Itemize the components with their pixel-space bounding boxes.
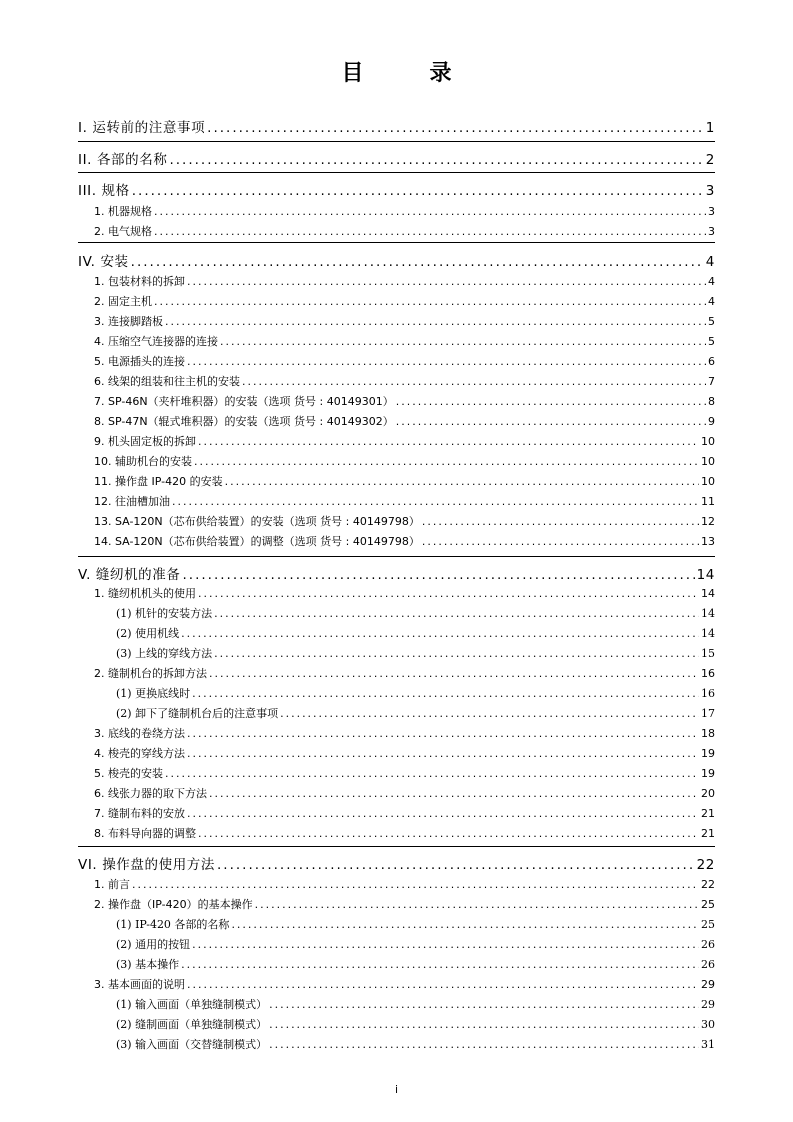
toc-dot-leader	[192, 938, 699, 951]
toc-entry-page: 25	[701, 918, 715, 931]
toc-entry-label: (3) 上线的穿线方法	[116, 647, 213, 660]
toc-dot-leader	[194, 455, 699, 468]
toc-entry-page: 6	[708, 355, 715, 368]
section-divider	[78, 141, 715, 142]
toc-item-entry[interactable]	[116, 1016, 715, 1032]
toc-dot-leader	[192, 687, 699, 700]
toc-item-entry[interactable]	[116, 625, 715, 641]
toc-subsection-entry[interactable]	[94, 825, 715, 841]
toc-entry-label: (2) 卸下了缝制机台后的注意事项	[116, 707, 279, 720]
toc-subsection-entry[interactable]	[94, 353, 715, 369]
toc-entry-label: (1) IP-420 各部的名称	[116, 918, 230, 931]
toc-entry-label: 14. SA-120N（芯布供给装置）的调整（选项 货号 : 40149798）	[94, 535, 420, 548]
section-divider	[78, 242, 715, 243]
toc-entry-page: 3	[708, 225, 715, 238]
toc-subsection-entry[interactable]	[94, 765, 715, 781]
toc-entry-label: IV. 安装	[78, 254, 129, 270]
toc-dot-leader	[198, 587, 699, 600]
toc-dot-leader	[165, 767, 699, 780]
toc-entry-label: 5. 梭壳的安装	[94, 767, 163, 780]
toc-entry-page: 3	[705, 183, 715, 199]
toc-dot-leader	[225, 475, 699, 488]
toc-dot-leader	[209, 667, 699, 680]
toc-entry-page: 16	[701, 667, 715, 680]
toc-entry-label: 6. 线架的组装和往主机的安装	[94, 375, 240, 388]
toc-dot-leader	[154, 295, 706, 308]
toc-dot-leader	[187, 978, 699, 991]
toc-entry-label: 4. 梭壳的穿线方法	[94, 747, 185, 760]
toc-subsection-entry[interactable]	[94, 373, 715, 389]
toc-entry-page: 14	[701, 607, 715, 620]
toc-subsection-entry[interactable]	[94, 896, 715, 912]
toc-dot-leader	[154, 225, 706, 238]
toc-entry-label: 7. SP-46N（夹杆堆积器）的安装（选项 货号 : 40149301）	[94, 395, 394, 408]
toc-subsection-entry[interactable]	[94, 413, 715, 429]
toc-entry-page: 14	[696, 567, 715, 583]
toc-dot-leader	[198, 435, 699, 448]
toc-subsection-entry[interactable]	[94, 203, 715, 219]
toc-entry-page: 18	[701, 727, 715, 740]
toc-dot-leader	[169, 152, 703, 168]
toc-item-entry[interactable]	[116, 936, 715, 952]
toc-dot-leader	[269, 1018, 699, 1031]
page-number: i	[394, 1083, 399, 1096]
toc-dot-leader	[198, 827, 699, 840]
toc-dot-leader	[217, 857, 695, 873]
toc-dot-leader	[187, 275, 706, 288]
toc-entry-page: 16	[701, 687, 715, 700]
toc-entry-label: (1) 输入画面（单独缝制模式）	[116, 998, 268, 1011]
toc-entry-page: 25	[701, 898, 715, 911]
toc-item-entry[interactable]	[116, 1036, 715, 1052]
toc-subsection-entry[interactable]	[94, 433, 715, 449]
toc-section-entry[interactable]	[78, 179, 715, 199]
section-divider	[78, 846, 715, 847]
toc-item-entry[interactable]	[116, 996, 715, 1012]
toc-subsection-entry[interactable]	[94, 805, 715, 821]
toc-entry-label: VI. 操作盘的使用方法	[78, 857, 215, 873]
toc-entry-page: 22	[696, 857, 715, 873]
toc-entry-page: 29	[701, 978, 715, 991]
toc-subsection-entry[interactable]	[94, 473, 715, 489]
toc-item-entry[interactable]	[116, 685, 715, 701]
toc-entry-label: 11. 操作盘 IP-420 的安装	[94, 475, 223, 488]
toc-item-entry[interactable]	[116, 916, 715, 932]
toc-entry-label: (3) 基本操作	[116, 958, 180, 971]
toc-dot-leader	[132, 878, 699, 891]
toc-entry-page: 17	[701, 707, 715, 720]
toc-entry-page: 5	[708, 335, 715, 348]
toc-entry-label: V. 缝纫机的准备	[78, 567, 181, 583]
toc-dot-leader	[187, 727, 699, 740]
toc-entry-label: II. 各部的名称	[78, 152, 168, 168]
toc-dot-leader	[396, 415, 706, 428]
toc-dot-leader	[396, 395, 706, 408]
toc-entry-label: 3. 底线的卷绕方法	[94, 727, 185, 740]
toc-entry-label: 1. 包装材料的拆卸	[94, 275, 185, 288]
toc-subsection-entry[interactable]	[94, 876, 715, 892]
toc-entry-label: 1. 缝纫机机头的使用	[94, 587, 196, 600]
toc-entry-page: 19	[701, 767, 715, 780]
toc-entry-label: I. 运转前的注意事项	[78, 120, 206, 136]
toc-entry-page: 7	[708, 375, 715, 388]
toc-entry-label: 1. 前言	[94, 878, 130, 891]
toc-dot-leader	[269, 1038, 699, 1051]
toc-entry-label: 8. 布料导向器的调整	[94, 827, 196, 840]
toc-entry-label: 4. 压缩空气连接器的连接	[94, 335, 218, 348]
toc-entry-page: 8	[708, 395, 715, 408]
toc-section-entry[interactable]	[78, 563, 715, 583]
toc-entry-page: 4	[708, 295, 715, 308]
toc-entry-label: (2) 缝制画面（单独缝制模式）	[116, 1018, 268, 1031]
toc-entry-page: 22	[701, 878, 715, 891]
toc-dot-leader	[172, 495, 699, 508]
toc-entry-page: 20	[701, 787, 715, 800]
section-divider	[78, 556, 715, 557]
toc-entry-label: (2) 使用机线	[116, 627, 180, 640]
toc-item-entry[interactable]	[116, 645, 715, 661]
toc-dot-leader	[207, 120, 704, 136]
toc-dot-leader	[187, 747, 699, 760]
toc-entry-page: 15	[701, 647, 715, 660]
toc-subsection-entry[interactable]	[94, 223, 715, 239]
toc-subsection-entry[interactable]	[94, 313, 715, 329]
toc-dot-leader	[231, 918, 699, 931]
toc-entry-page: 3	[708, 205, 715, 218]
toc-subsection-entry[interactable]	[94, 976, 715, 992]
toc-dot-leader	[214, 647, 699, 660]
toc-entry-page: 10	[701, 435, 715, 448]
toc-entry-page: 19	[701, 747, 715, 760]
toc-dot-leader	[154, 205, 706, 218]
toc-entry-label: (1) 更换底线时	[116, 687, 191, 700]
toc-entry-page: 11	[701, 495, 715, 508]
toc-section-entry[interactable]	[78, 250, 715, 270]
toc-item-entry[interactable]	[116, 705, 715, 721]
page-title: 目 录	[341, 61, 474, 86]
toc-entry-label: 5. 电源插头的连接	[94, 355, 185, 368]
toc-entry-label: 2. 固定主机	[94, 295, 152, 308]
toc-entry-page: 13	[701, 535, 715, 548]
toc-entry-label: 12. 往油槽加油	[94, 495, 170, 508]
toc-entry-label: 2. 操作盘（IP-420）的基本操作	[94, 898, 253, 911]
toc-dot-leader	[181, 627, 699, 640]
toc-dot-leader	[422, 535, 699, 548]
toc-entry-page: 5	[708, 315, 715, 328]
toc-entry-page: 14	[701, 587, 715, 600]
toc-subsection-entry[interactable]	[94, 493, 715, 509]
toc-subsection-entry[interactable]	[94, 513, 715, 529]
toc-entry-page: 10	[701, 475, 715, 488]
toc-entry-page: 21	[701, 827, 715, 840]
toc-entry-label: 6. 线张力器的取下方法	[94, 787, 207, 800]
toc-subsection-entry[interactable]	[94, 745, 715, 761]
toc-entry-label: (1) 机针的安装方法	[116, 607, 213, 620]
toc-dot-leader	[132, 183, 704, 199]
toc-subsection-entry[interactable]	[94, 293, 715, 309]
toc-entry-label: 7. 缝制布料的安放	[94, 807, 185, 820]
toc-dot-leader	[187, 355, 706, 368]
toc-entry-label: III. 规格	[78, 183, 130, 199]
toc-dot-leader	[209, 787, 699, 800]
toc-entry-label: 9. 机头固定板的拆卸	[94, 435, 196, 448]
toc-subsection-entry[interactable]	[94, 533, 715, 549]
toc-entry-label: 3. 连接脚踏板	[94, 315, 163, 328]
toc-dot-leader	[181, 958, 699, 971]
toc-item-entry[interactable]	[116, 605, 715, 621]
toc-entry-page: 4	[705, 254, 715, 270]
toc-entry-page: 26	[701, 958, 715, 971]
toc-section-entry[interactable]	[78, 148, 715, 168]
toc-entry-label: 2. 缝制机台的拆卸方法	[94, 667, 207, 680]
toc-subsection-entry[interactable]	[94, 665, 715, 681]
toc-subsection-entry[interactable]	[94, 453, 715, 469]
toc-subsection-entry[interactable]	[94, 393, 715, 409]
toc-entry-page: 29	[701, 998, 715, 1011]
toc-entry-page: 1	[705, 120, 715, 136]
toc-dot-leader	[131, 254, 704, 270]
toc-dot-leader	[255, 898, 699, 911]
toc-dot-leader	[165, 315, 706, 328]
toc-dot-leader	[242, 375, 706, 388]
toc-entry-page: 30	[701, 1018, 715, 1031]
toc-dot-leader	[182, 567, 694, 583]
toc-dot-leader	[220, 335, 706, 348]
toc-entry-page: 12	[701, 515, 715, 528]
toc-entry-page: 10	[701, 455, 715, 468]
toc-subsection-entry[interactable]	[94, 585, 715, 601]
toc-entry-label: 8. SP-47N（辊式堆积器）的安装（选项 货号 : 40149302）	[94, 415, 394, 428]
toc-dot-leader	[269, 998, 699, 1011]
toc-entry-label: (3) 输入画面（交替缝制模式）	[116, 1038, 268, 1051]
toc-entry-label: 1. 机器规格	[94, 205, 152, 218]
toc-entry-page: 14	[701, 627, 715, 640]
toc-entry-label: 2. 电气规格	[94, 225, 152, 238]
toc-entry-label: 3. 基本画面的说明	[94, 978, 185, 991]
toc-dot-leader	[187, 807, 699, 820]
toc-section-entry[interactable]	[78, 853, 715, 873]
toc-subsection-entry[interactable]	[94, 725, 715, 741]
toc-entry-page: 9	[708, 415, 715, 428]
section-divider	[78, 172, 715, 173]
toc-entry-page: 2	[705, 152, 715, 168]
toc-item-entry[interactable]	[116, 956, 715, 972]
toc-dot-leader	[280, 707, 699, 720]
toc-dot-leader	[422, 515, 699, 528]
toc-entry-label: (2) 通用的按钮	[116, 938, 191, 951]
toc-subsection-entry[interactable]	[94, 333, 715, 349]
toc-entry-page: 31	[701, 1038, 715, 1051]
toc-entry-label: 10. 辅助机台的安装	[94, 455, 192, 468]
toc-entry-label: 13. SA-120N（芯布供给装置）的安装（选项 货号 : 40149798）	[94, 515, 420, 528]
toc-subsection-entry[interactable]	[94, 273, 715, 289]
toc-entry-page: 21	[701, 807, 715, 820]
toc-subsection-entry[interactable]	[94, 785, 715, 801]
toc-entry-page: 26	[701, 938, 715, 951]
toc-dot-leader	[214, 607, 699, 620]
toc-entry-page: 4	[708, 275, 715, 288]
toc-section-entry[interactable]	[78, 116, 715, 136]
